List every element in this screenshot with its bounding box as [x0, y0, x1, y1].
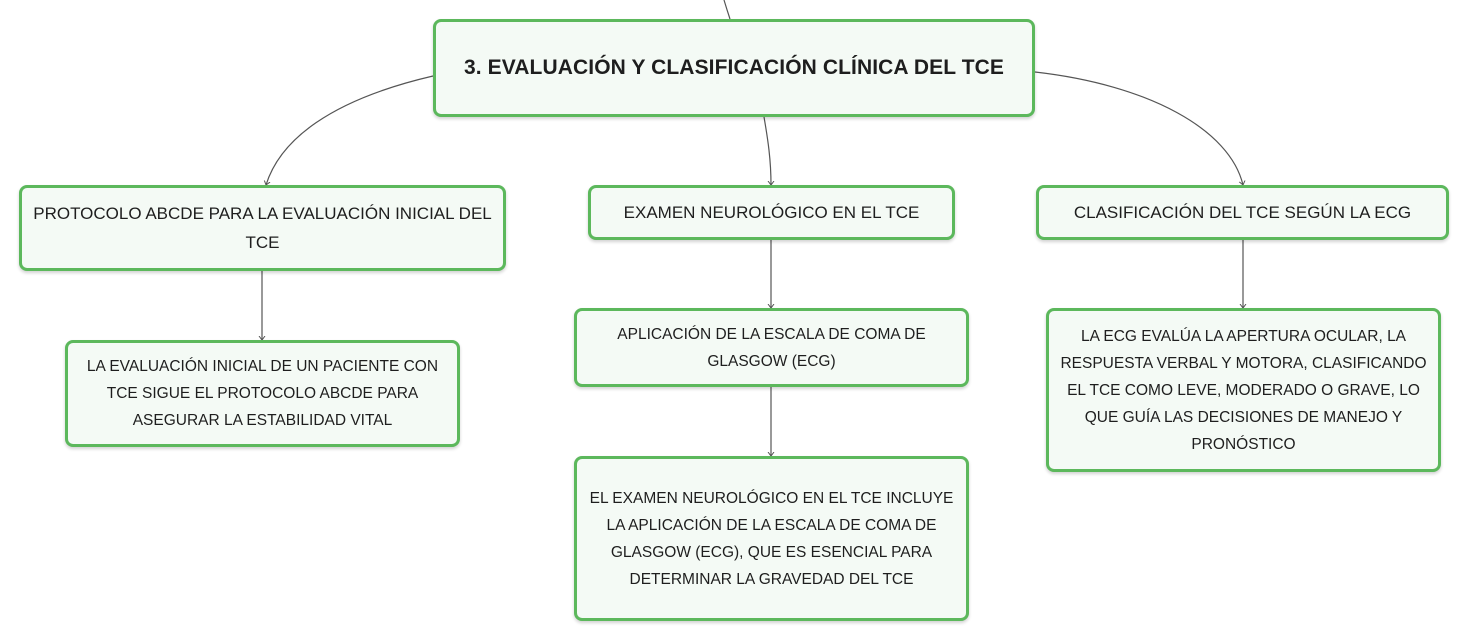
subtopic-label: APLICACIÓN DE LA ESCALA DE COMA DE GLASGOW (ECG): [617, 325, 926, 370]
subtopic-label: LA ECG EVALÚA LA APERTURA OCULAR, LA RESPUESTA VERBAL Y MOTORA, CLASIFICANDO EL TCE COMO LEVE, MODERADO O GRAVE, LO QUE GUÍA LAS DECISIONES DE MANEJO Y PRONÓSTICO: [1060, 327, 1427, 453]
topic-protocolo-abcde[interactable]: [19, 185, 506, 271]
root-topic-node[interactable]: [433, 19, 1035, 117]
topic-clasificacion-ecg[interactable]: [1036, 185, 1449, 240]
subtopic-evaluacion-inicial[interactable]: [65, 340, 460, 447]
subtopic-label: LA EVALUACIÓN INICIAL DE UN PACIENTE CON TCE SIGUE EL PROTOCOLO ABCDE PARA ASEGURAR LA ESTABILIDAD VITAL: [86, 358, 439, 429]
topic-examen-neurologico[interactable]: [588, 185, 955, 240]
topic-label: EXAMEN NEUROLÓGICO EN EL TCE: [623, 203, 920, 222]
subtopic-ecg-evalua[interactable]: [1046, 308, 1441, 472]
connector-root-to-examen: [764, 117, 771, 185]
connector-parent-to-root: [724, 0, 730, 19]
subtopic-aplicacion-ecg[interactable]: [574, 308, 969, 387]
root-topic-label: 3. EVALUACIÓN Y CLASIFICACIÓN CLÍNICA DEL TCE: [463, 56, 1005, 79]
topic-label: CLASIFICACIÓN DEL TCE SEGÚN LA ECG: [1073, 203, 1412, 222]
connector-root-to-protocolo: [266, 76, 433, 185]
subtopic-label: EL EXAMEN NEUROLÓGICO EN EL TCE INCLUYE LA APLICACIÓN DE LA ESCALA DE COMA DE GLASGOW (ECG), QUE ES ESENCIAL PARA DETERMINAR LA GRAVEDAD DEL TCE: [589, 489, 954, 588]
connector-root-to-clasificacion: [1035, 72, 1243, 185]
subtopic-examen-neurologico-detalle[interactable]: [574, 456, 969, 621]
topic-label: PROTOCOLO ABCDE PARA LA EVALUACIÓN INICIAL DEL TCE: [33, 204, 492, 252]
